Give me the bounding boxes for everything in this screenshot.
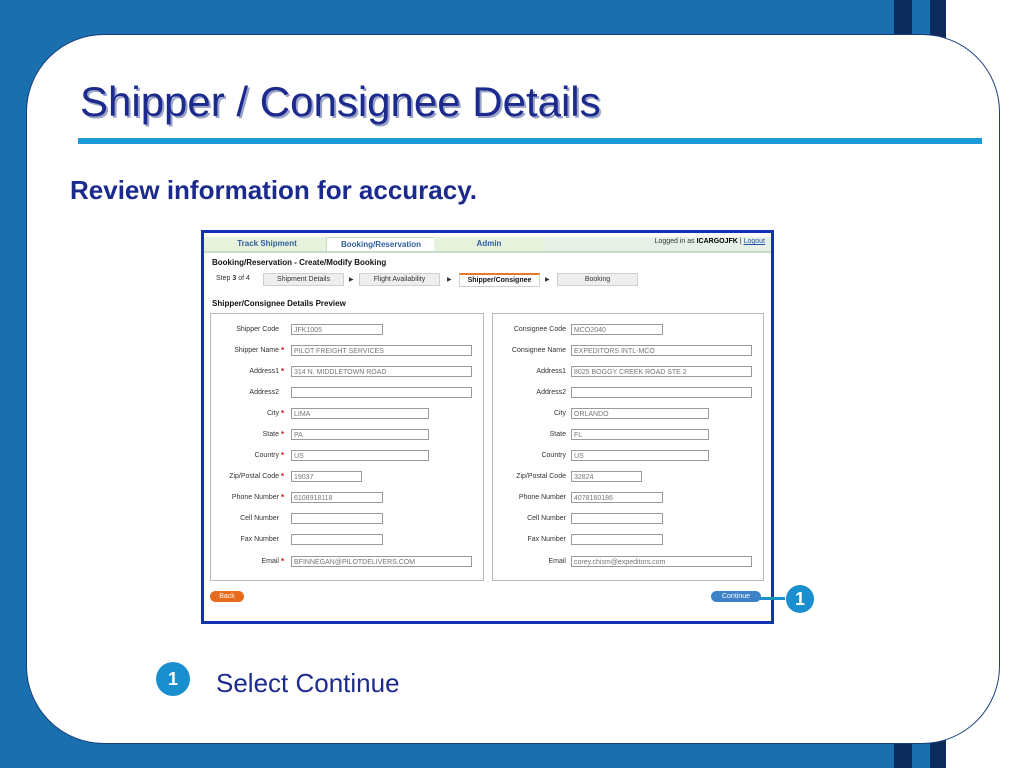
form-row [493, 450, 763, 463]
form-row [493, 324, 763, 337]
shipper-email-field[interactable]: BFINNEGAN@PILOTDELIVERS.COM [291, 556, 472, 567]
field-label: Shipper Name [234, 347, 279, 354]
consignee-country-field[interactable]: US [571, 450, 709, 461]
form-row [493, 366, 763, 379]
field-label: Email [548, 558, 566, 565]
consignee-city-field[interactable]: ORLANDO [571, 408, 709, 419]
field-label: City [266, 410, 279, 417]
instruction-text: Select Continue [216, 668, 400, 698]
field-label: Address2 [536, 389, 566, 396]
form-row [493, 429, 763, 442]
tab-admin[interactable]: Admin [434, 237, 544, 251]
instruction-number-badge: 1 [156, 662, 190, 696]
form-row [211, 366, 483, 379]
required-marker: * [281, 409, 285, 418]
shipper-panel [210, 313, 484, 581]
field-label: Zip/Postal Code [516, 473, 566, 480]
tab-divider [204, 251, 771, 253]
shipper-zip-field[interactable]: 19037 [291, 471, 362, 482]
field-label: Cell Number [240, 515, 279, 522]
field-label: Fax Number [527, 536, 566, 543]
field-label: Fax Number [240, 536, 279, 543]
step-arrow-icon: ▶ [447, 277, 452, 283]
separator: | [739, 238, 742, 245]
consignee-phone-field[interactable]: 4078160186 [571, 492, 663, 503]
shipper-code-field[interactable]: JFK1005 [291, 324, 383, 335]
app-screenshot [201, 230, 774, 624]
field-label: Address1 [249, 368, 279, 375]
form-row [211, 513, 483, 526]
required-marker: * [281, 472, 285, 481]
form-row [211, 345, 483, 358]
required-marker: * [281, 367, 285, 376]
field-label: Address1 [536, 368, 566, 375]
form-row [211, 471, 483, 484]
consignee-address1-field[interactable]: 8025 BOGGY CREEK ROAD STE 2 [571, 366, 752, 377]
consignee-cell-field[interactable] [571, 513, 663, 524]
logout-link[interactable]: Logout [743, 238, 765, 245]
field-label: Phone Number [231, 494, 279, 501]
page-heading: Booking/Reservation - Create/Modify Booking [212, 258, 387, 267]
shipper-address2-field[interactable] [291, 387, 472, 398]
shipper-city-field[interactable]: LIMA [291, 408, 429, 419]
consignee-address2-field[interactable] [571, 387, 752, 398]
consignee-name-field[interactable]: EXPEDITORS INTL-MCO [571, 345, 752, 356]
step-suffix: of 4 [238, 275, 250, 282]
shipper-state-field[interactable]: PA [291, 429, 429, 440]
form-row [211, 387, 483, 400]
field-label: City [553, 410, 566, 417]
field-label: Email [261, 558, 279, 565]
step-shipper-consignee[interactable]: Shipper/Consignee [459, 273, 540, 287]
section-title: Shipper/Consignee Details Preview [212, 299, 346, 308]
form-row [493, 492, 763, 505]
required-marker: * [281, 557, 285, 566]
consignee-panel [492, 313, 764, 581]
slide-title: Shipper / Consignee Details [80, 78, 601, 125]
shipper-address1-field[interactable]: 314 N. MIDDLETOWN ROAD [291, 366, 472, 377]
consignee-zip-field[interactable]: 32824 [571, 471, 642, 482]
consignee-email-field[interactable]: corey.chism@expeditors.com [571, 556, 752, 567]
field-label: Address2 [249, 389, 279, 396]
field-label: State [262, 431, 279, 438]
step-arrow-icon: ▶ [545, 277, 550, 283]
step-flight-availability[interactable]: Flight Availability [359, 273, 440, 286]
form-row [211, 492, 483, 505]
step-booking[interactable]: Booking [557, 273, 638, 286]
form-row [211, 324, 483, 337]
shipper-name-field[interactable]: PILOT FREIGHT SERVICES [291, 345, 472, 356]
shipper-country-field[interactable]: US [291, 450, 429, 461]
form-row [211, 534, 483, 547]
tab-booking-reservation[interactable]: Booking/Reservation [326, 237, 436, 252]
form-row [493, 408, 763, 421]
field-label: Zip/Postal Code [229, 473, 279, 480]
shipper-cell-field[interactable] [291, 513, 383, 524]
field-label: Consignee Code [513, 326, 566, 333]
username: ICARGOJFK [696, 238, 738, 245]
field-label: Country [541, 452, 566, 459]
callout-connector [760, 597, 785, 600]
field-label: Country [254, 452, 279, 459]
required-marker: * [281, 346, 285, 355]
shipper-phone-field[interactable]: 6108918118 [291, 492, 383, 503]
logged-in-prefix: Logged in as [654, 238, 695, 245]
slide-subtitle: Review information for accuracy. [70, 175, 477, 205]
field-label: Phone Number [518, 494, 566, 501]
required-marker: * [281, 493, 285, 502]
title-underline [78, 138, 982, 144]
login-status [655, 238, 765, 245]
step-prefix: Step [216, 275, 231, 282]
required-marker: * [281, 451, 285, 460]
form-row [493, 345, 763, 358]
consignee-fax-field[interactable] [571, 534, 663, 545]
field-label: State [549, 431, 566, 438]
form-row [211, 450, 483, 463]
step-indicator [216, 275, 250, 282]
form-row [211, 408, 483, 421]
field-label: Shipper Code [236, 326, 279, 333]
required-marker: * [281, 430, 285, 439]
form-row [493, 556, 763, 569]
step-shipment-details[interactable]: Shipment Details [263, 273, 344, 286]
consignee-code-field[interactable]: MCO2040 [571, 324, 663, 335]
continue-button[interactable]: Continue [711, 591, 761, 602]
step-current: 3 [232, 275, 237, 282]
tab-track-shipment[interactable]: Track Shipment [208, 237, 326, 251]
form-row [493, 513, 763, 526]
form-row [493, 534, 763, 547]
form-row [211, 556, 483, 569]
consignee-state-field[interactable]: FL [571, 429, 709, 440]
field-label: Consignee Name [511, 347, 566, 354]
step-arrow-icon: ▶ [349, 277, 354, 283]
shipper-fax-field[interactable] [291, 534, 383, 545]
back-button[interactable]: Back [210, 591, 244, 602]
form-row [493, 471, 763, 484]
field-label: Cell Number [527, 515, 566, 522]
callout-number-badge: 1 [786, 585, 814, 613]
form-row [211, 429, 483, 442]
form-row [493, 387, 763, 400]
